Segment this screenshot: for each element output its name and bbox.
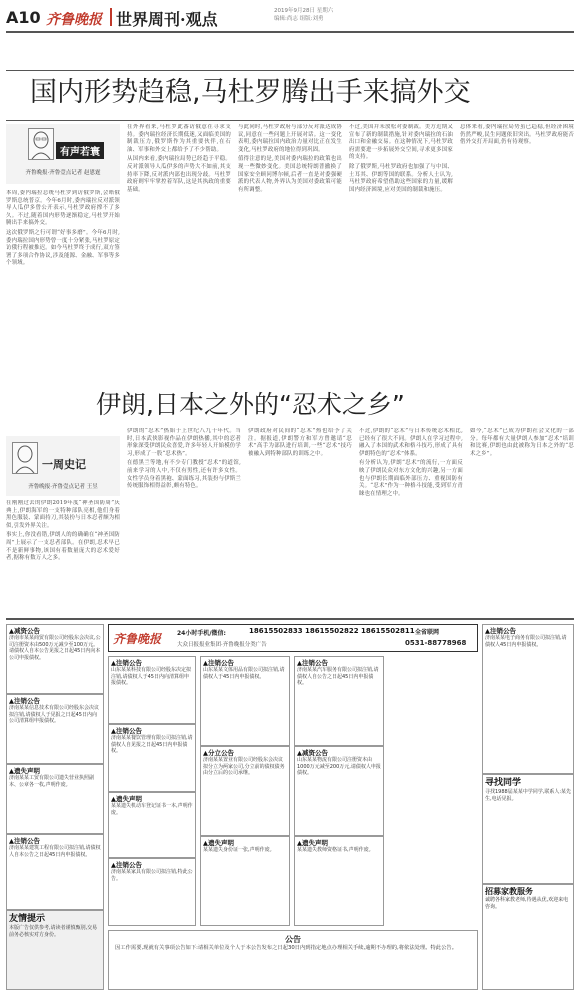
article1-col2 — [127, 124, 231, 376]
ad-body: 诚聘各科家教老师,待遇从优,欢迎来电咨询。 — [485, 897, 569, 910]
banner-phones: 18615502833 18615502822 18615502811 — [249, 627, 415, 635]
ad-body: 本版广告仅供参考,请读者谨慎甄别,交易前务必核实对方身份。 — [9, 925, 98, 938]
article1-col4 — [349, 124, 453, 376]
ad-title: ▲注销公告 — [9, 697, 40, 705]
ad-title: ▲遗失声明 — [9, 767, 40, 775]
ad-body: 某某遗失身份证一张,声明作废。 — [203, 847, 275, 853]
ad-item — [482, 624, 574, 774]
column-badge — [6, 124, 120, 184]
ad-body: 济南某某汽车服务有限公司拟注销,请债权人自公告之日起45日内申报债权。 — [297, 667, 379, 687]
ads-column-1 — [6, 624, 104, 990]
ad-body: 某某遗失教师资格证书,声明作废。 — [297, 847, 374, 853]
dateline — [274, 7, 333, 23]
article2-col4 — [359, 428, 463, 610]
ad-body: 济南某某置业有限公司经股东会决议拟分立为两家公司,分立前的债权债务由分立后的公司承继。 — [203, 757, 285, 777]
article1-lead-text: 本周,委内瑞拉总统马杜罗到访俄罗斯,会晤俄罗斯总统普京。今年6月时,委内瑞拉反对派领导人瓜伊多曾公开表示,马杜罗政府撑不了多久。不过,随着国内形势逐渐稳定,马杜罗开始腾出手来搞外交。 — [6, 190, 120, 227]
ad-title: ▲注销公告 — [9, 837, 40, 845]
ad-item — [108, 724, 196, 792]
author-avatar — [28, 128, 54, 160]
ad-body: 济南某某建筑工程有限公司拟注销,请债权人自本公告之日起45日内申报债权。 — [9, 845, 101, 858]
ad-item — [294, 656, 384, 746]
article2-byline: 齐鲁晚报·齐鲁壹点记者 王昱 — [28, 484, 98, 490]
ad-title: ▲分立公告 — [203, 749, 234, 757]
page-number: A10 — [6, 8, 41, 27]
column-badge-2 — [6, 436, 120, 496]
ad-title: ▲注销公告 — [111, 861, 142, 869]
ad-body: 济南某某信息技术有限公司经股东会决议拟注销,请债权人于见报之日起45日内向公司清算组申报债权。 — [9, 705, 100, 725]
ads-column-4 — [294, 656, 384, 926]
ad-item — [6, 764, 104, 834]
ad-item — [6, 624, 104, 694]
ad-body: 济南市某某商贸有限公司经股东会决议,公司注册资本由500万元减少至100万元。请债权人自本公告见报之日起45日内向本公司申报债权。 — [9, 635, 101, 661]
notice-title: 公告 — [285, 935, 301, 944]
ads-banner — [108, 624, 478, 652]
ad-item — [6, 834, 104, 910]
article2-body-5: 不过,伊朗的“忍术”与日本传统忍术相比,已经有了很大不同。伊朗人在学习过程中,融入了本国的武术和格斗技巧,形成了具有伊朗特色的“忍术”体系。 — [359, 428, 463, 457]
ad-title: ▲注销公告 — [203, 659, 234, 667]
ad-item — [108, 792, 196, 858]
ad-title: 招募家教服务 — [485, 887, 533, 896]
article1-body-5: 值得注意的是,美国对委内瑞拉的政策也出现一些微妙变化。美国总统特朗普撤换了国家安全顾问博尔顿,后者一直是对委强硬派的代表人物,外界认为美国对委政策可能有所调整。 — [238, 156, 342, 193]
page-header — [6, 4, 574, 30]
ads-rule — [6, 618, 574, 620]
article1-body-3: 从国内来看,委内瑞拉局势已经趋于平稳。反对派领导人瓜伊多的声势大不如前,其支持率下降,反对派内部也出现分歧。马杜罗政府则牢牢掌控着军队,这是其执政的重要基础。 — [127, 156, 231, 193]
banner-tagline: 大众日报报业集团·齐鲁晚报分类广告 — [177, 642, 267, 648]
ad-item — [200, 656, 290, 746]
banner-hotline: 0531-88778968 — [405, 639, 467, 647]
notice-body: 因工作需要,现就有关事项公告如下:请相关单位及个人于本公告发布之日起30日内到指定地点办理相关手续,逾期不办理的,将依法处理。特此公告。 — [115, 945, 457, 951]
ad-body: 济南某某电子商务有限公司拟注销,请债权人45日内申报债权。 — [485, 635, 567, 648]
ad-body: 某某遗失机动车登记证书一本,声明作废。 — [111, 803, 193, 816]
article1-byline: 齐鲁晚报·齐鲁壹点记者 赵恩霆 — [25, 170, 101, 176]
ad-item — [482, 774, 574, 884]
column-name: 有声若寰 — [56, 142, 104, 159]
ad-item — [200, 836, 290, 926]
article2-col5 — [470, 428, 574, 610]
ad-title: 友情提示 — [9, 914, 46, 924]
article1-body-1: 这次俄罗斯之行可谓“好事多磨”。今年6月时,委内瑞拉国内形势曾一度十分紧张,马杜罗原定访俄行程被推迟。如今马杜罗终于成行,双方签署了多项合作协议,涉及能源、金融、军事等多个领域。 — [6, 229, 120, 267]
ad-title: ▲减资公告 — [9, 627, 40, 635]
article2-col3 — [248, 428, 352, 610]
ad-body: 山东某某文体用品有限公司拟注销,请债权人于45日内申报债权。 — [203, 667, 285, 680]
ad-item — [482, 884, 574, 990]
article1-lead — [6, 190, 120, 376]
ad-item — [6, 694, 104, 764]
dateline-editors: 编辑:尚志 组版:刘勇 — [274, 16, 324, 22]
ad-title: ▲注销公告 — [485, 627, 516, 635]
banner-service: 24小时手机/微信: — [177, 630, 226, 637]
ad-body: 寻找1988届某某中学同学,联系人:某先生,电话见报。 — [485, 789, 572, 802]
ad-item-tip — [6, 910, 104, 990]
article2-body-2: 伊朗的“忍术”热始于上世纪八九十年代。当时,日本武侠影视作品在伊朗热播,其中的忍者形象深受伊朗民众喜爱,许多年轻人开始模仿学习,形成了一股“忍术热”。 — [127, 428, 241, 457]
article1-col3 — [238, 124, 342, 376]
author-sketch-icon — [13, 443, 37, 473]
article1-body-2: 在外界看来,马杜罗此番访俄意在寻求支持。委内瑞拉经济长期低迷,又面临美国的制裁压力,俄罗斯作为其重要伙伴,在石油、军事和外交上都给予了不少帮助。 — [127, 124, 231, 153]
article2-lead: 在刚刚过去的伊朗2019年度“神圣国防周”庆典上,伊朗海军的一支特种部队亮相,他们身着黑色服装、蒙面持刀,其装扮与日本忍者颇为相似,引发外界关注。 — [6, 500, 120, 529]
section-title: 世界周刊·观点 — [116, 10, 218, 29]
headline-rule-top — [6, 70, 574, 71]
ad-title: ▲遗失声明 — [297, 839, 328, 847]
ads-column-3 — [200, 656, 290, 926]
article2-col2 — [127, 428, 241, 610]
header-divider — [110, 8, 112, 26]
article2-col1 — [6, 500, 120, 610]
ad-body: 济南某某家具有限公司拟注销,特此公告。 — [111, 869, 193, 882]
ad-item — [294, 836, 384, 926]
ad-item — [108, 656, 196, 724]
article2-headline: 伊朗,日本之外的“忍术之乡” — [96, 390, 405, 419]
author-sketch-icon — [29, 129, 53, 159]
ad-title: ▲注销公告 — [111, 659, 142, 667]
ad-title: ▲注销公告 — [111, 727, 142, 735]
ad-title: ▲遗失声明 — [203, 839, 234, 847]
author-avatar-2 — [12, 442, 38, 474]
public-notice — [108, 930, 478, 990]
brand-logo: 齐鲁晚报 — [46, 12, 102, 28]
banner-region: 全省联网 — [415, 629, 440, 636]
ads-column-5 — [482, 624, 574, 990]
ad-title: ▲遗失声明 — [111, 795, 142, 803]
article2-body-3: 在德黑兰等地,有不少专门教授“忍术”的道馆,前来学习的人中,不仅有男性,还有许多女性。女性学员身着黑袍、蒙面练习,其装扮与伊斯兰传统服饰相得益彰,颇有特色。 — [127, 460, 241, 490]
ad-body: 山东某某物流有限公司注册资本由1000万元减至200万元,请债权人申报债权。 — [297, 757, 381, 777]
ad-item — [200, 746, 290, 836]
ad-title: ▲注销公告 — [297, 659, 328, 667]
article2-body-7: 如今,“忍术”已成为伊朗社会文化的一部分。每年都有大量伊朗人参加“忍术”培训和比赛,伊朗也由此被称为日本之外的“忍术之乡”。 — [470, 428, 574, 457]
article1-col5 — [460, 124, 574, 376]
ad-body: 山东某某科技有限公司经股东决定拟注销,请债权人于45日内向清算组申报债权。 — [111, 667, 192, 687]
article1-body-7: 除了俄罗斯,马杜罗政府也加强了与中国、土耳其、伊朗等国的联系。分析人士认为,马杜罗政府希望借助这些国家的力量,缓解国内经济困境,应对美国的制裁和施压。 — [349, 163, 453, 193]
ad-body: 济南某某餐饮管理有限公司拟注销,请债权人自见报之日起45日内申报债权。 — [111, 735, 193, 755]
ads-column-2 — [108, 656, 196, 926]
header-rule — [6, 31, 574, 33]
article1-body-6: 不过,美国并未放松对委制裁。美方近期又宣布了新的制裁措施,针对委内瑞拉的石油出口和金融交易。在这种情况下,马杜罗政府需要进一步拓展外交空间,寻求更多国家的支持。 — [349, 124, 453, 161]
article1-headline: 国内形势趋稳,马杜罗腾出手来搞外交 — [30, 77, 471, 108]
article2-body-6: 有分析认为,伊朗“忍术”的流行,一方面反映了伊朗民众对东方文化的兴趣,另一方面也与伊朗长期面临外部压力、重视国防有关。“忍术”作为一种格斗技能,受到军方青睐也在情理之中。 — [359, 460, 463, 497]
dateline-date: 2019年9月28日 星期六 — [274, 8, 334, 14]
ad-item — [294, 746, 384, 836]
article2-body-1: 事实上,你没看错,伊朗人的的确确在“神圣国防周”上展示了一支忍者部队。在伊朗,忍术早已不是新鲜事物,该国有着数量庞大的忍术爱好者,据称有数万人之多。 — [6, 532, 120, 562]
column-name-2: 一周史记 — [42, 458, 86, 471]
ad-body: 济南某某工贸有限公司遗失营业执照副本、公章各一枚,声明作废。 — [9, 775, 95, 788]
headline-rule-bottom — [6, 120, 574, 121]
article2-body-4: 伊朗政府对民间的“忍术”热也给予了关注。据报道,伊朗警方和军方曾邀请“忍术”高手为部队进行培训,一些“忍术”技巧被融入到特种部队的训练之中。 — [248, 428, 352, 457]
banner-brand: 齐鲁晚报 — [113, 632, 162, 646]
ad-item — [108, 858, 196, 926]
ad-title: ▲减资公告 — [297, 749, 328, 757]
ad-title: 寻找同学 — [485, 778, 522, 788]
article1-body-8: 总体来看,委内瑞拉局势虽已趋稳,但经济困境仍然严峻,民生问题依旧突出。马杜罗政府能否借外交打开局面,仍有待观察。 — [460, 124, 574, 146]
article1-body-4: 与此同时,马杜罗政府与部分反对派达成协议,同意在一些问题上开展对话。这一变化表明,委内瑞拉国内政治力量对比正在发生变化,马杜罗政府的地位得到巩固。 — [238, 124, 342, 153]
